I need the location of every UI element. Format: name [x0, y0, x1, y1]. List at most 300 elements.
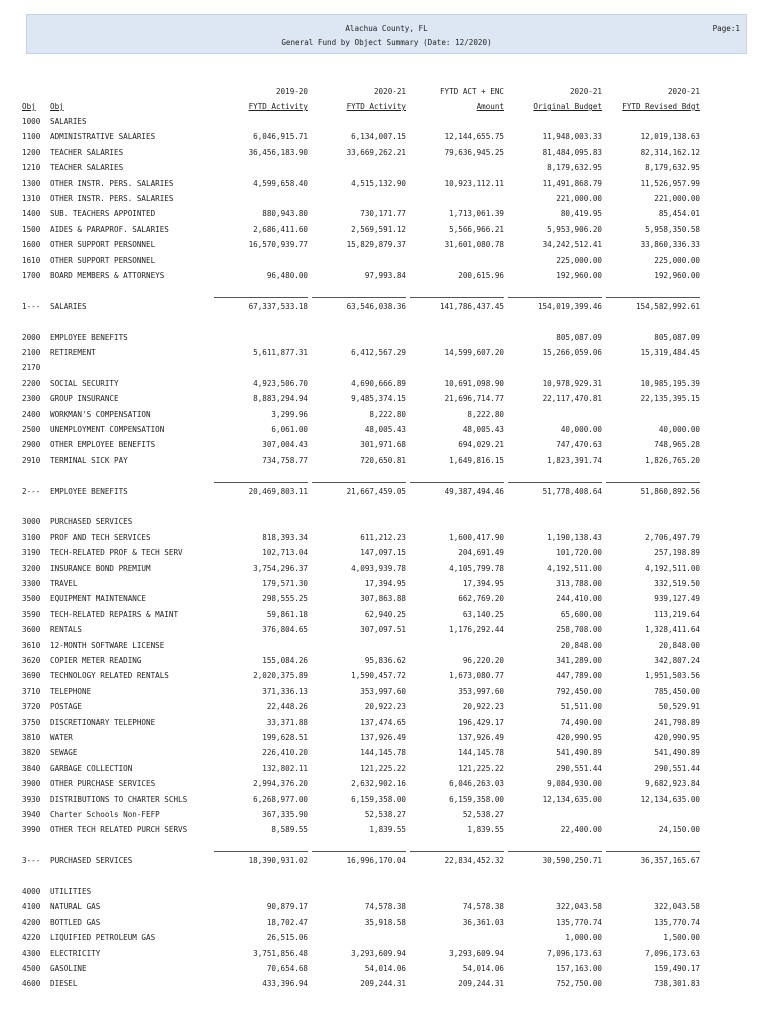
- report-header: [26, 14, 747, 54]
- report-subtitle: General Fund by Object Summary (Date: 12/2020): [281, 38, 492, 47]
- object-description: TERMINAL SICK PAY: [50, 455, 128, 465]
- amount-cell: 74,578.38: [364, 902, 406, 912]
- table-row: [0, 379, 770, 391]
- amount-cell: 21,667,459.05: [346, 486, 406, 496]
- table-row: [0, 748, 770, 760]
- amount-cell: 7,096,173.63: [547, 948, 602, 958]
- amount-cell: 199,628.51: [262, 733, 308, 742]
- object-description: OTHER INSTR. PERS. SALARIES: [50, 178, 174, 188]
- amount-cell: 342,807.24: [654, 656, 700, 665]
- table-row: [0, 594, 770, 606]
- amount-cell: 8,883,294.94: [253, 394, 308, 404]
- amount-cell: 63,546,038.36: [346, 301, 406, 311]
- amount-cell: 192,960.00: [556, 271, 602, 280]
- report-title: Alachua County, FL: [345, 24, 428, 33]
- amount-cell: 2,569,591.12: [351, 224, 406, 234]
- table-row: [0, 394, 770, 406]
- amount-cell: 322,043.58: [654, 902, 700, 912]
- object-code: 3900: [22, 779, 41, 789]
- amount-cell: 322,043.58: [556, 902, 602, 912]
- object-description: OTHER INSTR. PERS. SALARIES: [50, 194, 174, 203]
- amount-cell: 33,860,336.33: [640, 240, 700, 250]
- amount-cell: 6,046,263.03: [449, 779, 504, 789]
- amount-cell: 144,145.78: [458, 748, 504, 758]
- amount-cell: 8,179,632.95: [645, 163, 700, 173]
- object-code: 2900: [22, 440, 41, 450]
- amount-cell: 33,371.88: [266, 717, 308, 727]
- amount-cell: 6,159,358.00: [449, 794, 504, 804]
- amount-cell: 6,061.00: [271, 425, 308, 434]
- amount-cell: 3,293,609.94: [449, 948, 504, 958]
- amount-cell: 5,953,906.20: [547, 224, 602, 234]
- table-row: [0, 132, 770, 144]
- table-row: [0, 918, 770, 930]
- column-header-obj-code: Obj: [22, 102, 36, 111]
- object-code: 1500: [22, 224, 41, 234]
- amount-cell: 5,566,966.21: [449, 224, 504, 234]
- amount-cell: 4,599,658.40: [253, 178, 308, 188]
- object-description: EMPLOYEE BENEFITS: [50, 332, 128, 342]
- table-row: [0, 225, 770, 237]
- object-code: 3810: [22, 733, 41, 742]
- table-row: [0, 240, 770, 252]
- amount-cell: 54,014.06: [462, 964, 504, 973]
- table-row: [0, 949, 770, 961]
- amount-cell: 353,997.60: [458, 686, 504, 696]
- amount-cell: 22,135,395.15: [640, 394, 700, 404]
- object-code: 3---: [22, 856, 41, 866]
- amount-cell: 2,632,902.16: [351, 779, 406, 789]
- amount-cell: 1,590,457.72: [351, 671, 406, 681]
- column-header: 2020-21: [373, 87, 406, 96]
- amount-cell: 805,087.09: [654, 332, 700, 342]
- table-row: [0, 625, 770, 637]
- object-code: 1210: [22, 163, 41, 173]
- amount-cell: 10,923,112.11: [444, 178, 504, 188]
- column-header: FYTD Activity: [346, 102, 406, 111]
- object-description: DIESEL: [50, 979, 78, 989]
- column-header: 2019-20: [275, 87, 308, 96]
- amount-cell: 6,159,358.00: [351, 794, 406, 804]
- amount-cell: 12,019,138.63: [640, 132, 700, 142]
- column-header-obj-desc: Obj: [50, 102, 64, 111]
- amount-cell: 154,019,399.46: [537, 301, 602, 311]
- amount-cell: 24,150.00: [658, 825, 700, 835]
- object-code: 3300: [22, 579, 41, 588]
- object-description: OTHER EMPLOYEE BENEFITS: [50, 440, 156, 450]
- amount-cell: 70,654.68: [266, 964, 308, 973]
- table-row: [0, 517, 770, 529]
- object-code: 4200: [22, 917, 41, 927]
- amount-cell: 880,943.80: [262, 209, 308, 219]
- amount-cell: 95,836.62: [364, 656, 406, 665]
- amount-cell: 74,578.38: [462, 902, 504, 912]
- amount-cell: 11,526,957.99: [640, 178, 700, 188]
- object-code: 1100: [22, 132, 41, 142]
- amount-cell: 132,802.11: [262, 763, 308, 773]
- amount-cell: 10,978,929.31: [542, 378, 602, 388]
- table-row: [0, 718, 770, 730]
- amount-cell: 154,582,992.61: [635, 301, 700, 311]
- object-description: AIDES & PARAPROF. SALARIES: [50, 224, 169, 234]
- amount-cell: 353,997.60: [360, 686, 406, 696]
- subtotal-rule: [214, 482, 308, 483]
- amount-cell: 1,826,765.20: [645, 455, 700, 465]
- amount-cell: 298,555.25: [262, 594, 308, 604]
- amount-cell: 6,046,915.71: [253, 132, 308, 142]
- table-row: [0, 256, 770, 268]
- amount-cell: 80,419.95: [560, 209, 602, 219]
- table-row: [0, 533, 770, 545]
- subtotal-rule: [214, 851, 308, 852]
- amount-cell: 1,951,503.56: [645, 671, 700, 681]
- amount-cell: 15,829,879.37: [346, 240, 406, 250]
- amount-cell: 121,225.22: [360, 763, 406, 773]
- table-row: [0, 964, 770, 976]
- object-description: PURCHASED SERVICES: [50, 517, 133, 527]
- object-code: 3590: [22, 609, 41, 619]
- amount-cell: 54,014.06: [364, 964, 406, 973]
- amount-cell: 257,198.89: [654, 548, 700, 558]
- object-description: PURCHASED SERVICES: [50, 856, 133, 866]
- amount-cell: 447,789.00: [556, 671, 602, 681]
- amount-cell: 209,244.31: [360, 979, 406, 989]
- object-code: 3940: [22, 810, 41, 819]
- column-header: FYTD Activity: [248, 102, 308, 111]
- column-header: 2020-21: [667, 87, 700, 96]
- object-code: 4100: [22, 902, 41, 912]
- amount-cell: 96,480.00: [266, 271, 308, 280]
- object-code: 1200: [22, 147, 41, 157]
- object-code: 2910: [22, 455, 41, 465]
- amount-cell: 1,328,411.64: [645, 625, 700, 635]
- object-description: RETIREMENT: [50, 348, 96, 357]
- amount-cell: 8,589.55: [271, 825, 308, 835]
- amount-cell: 36,361.03: [462, 917, 504, 927]
- object-description: DISCRETIONARY TELEPHONE: [50, 717, 156, 727]
- subtotal-rule: [508, 297, 602, 298]
- object-code: 2200: [22, 378, 41, 388]
- amount-cell: 196,429.17: [458, 717, 504, 727]
- amount-cell: 30,590,250.71: [542, 856, 602, 866]
- amount-cell: 81,484,095.83: [542, 147, 602, 157]
- object-code: 4000: [22, 887, 41, 896]
- object-description: TRAVEL: [50, 579, 78, 588]
- amount-cell: 225,000.00: [556, 255, 602, 265]
- amount-cell: 62,940.25: [364, 609, 406, 619]
- column-header: 2020-21: [569, 87, 602, 96]
- object-description: UTILITIES: [50, 887, 92, 896]
- object-code: 3840: [22, 763, 41, 773]
- amount-cell: 50,529.91: [658, 702, 700, 712]
- amount-cell: 14,599,607.20: [444, 348, 504, 357]
- object-code: 3620: [22, 656, 41, 665]
- amount-cell: 367,335.90: [262, 810, 308, 819]
- amount-cell: 8,222.80: [369, 409, 406, 419]
- amount-cell: 818,393.34: [262, 532, 308, 542]
- object-description: 12-MONTH SOFTWARE LICENSE: [50, 640, 165, 650]
- amount-cell: 102,713.04: [262, 548, 308, 558]
- amount-cell: 1,839.55: [369, 825, 406, 835]
- object-description: OTHER SUPPORT PERSONNEL: [50, 240, 156, 250]
- amount-cell: 244,410.00: [556, 594, 602, 604]
- object-description: RENTALS: [50, 625, 83, 635]
- table-row: [0, 271, 770, 283]
- object-description: BOTTLED GAS: [50, 917, 101, 927]
- column-header: FYTD ACT + ENC: [439, 87, 504, 96]
- amount-cell: 1,190,138.43: [547, 532, 602, 542]
- subtotal-rule: [410, 851, 504, 852]
- amount-cell: 939,127.49: [654, 594, 700, 604]
- amount-cell: 49,387,494.46: [444, 486, 504, 496]
- object-code: 3990: [22, 825, 41, 835]
- amount-cell: 307,004.43: [262, 440, 308, 450]
- object-description: SALARIES: [50, 117, 87, 126]
- amount-cell: 720,650.81: [360, 455, 406, 465]
- amount-cell: 6,412,567.29: [351, 348, 406, 357]
- object-code: 3690: [22, 671, 41, 681]
- object-code: 1400: [22, 209, 41, 219]
- table-row: [0, 363, 770, 375]
- object-code: 3750: [22, 717, 41, 727]
- amount-cell: 192,960.00: [654, 271, 700, 280]
- amount-cell: 59,861.18: [266, 609, 308, 619]
- amount-cell: 1,649,816.15: [449, 455, 504, 465]
- amount-cell: 48,005.43: [462, 425, 504, 434]
- column-header: FYTD Revised Bdgt: [622, 102, 700, 111]
- amount-cell: 52,538.27: [364, 810, 406, 819]
- amount-cell: 1,839.55: [467, 825, 504, 835]
- amount-cell: 221,000.00: [654, 194, 700, 203]
- amount-cell: 15,266,059.06: [542, 348, 602, 357]
- amount-cell: 805,087.09: [556, 332, 602, 342]
- amount-cell: 16,996,170.04: [346, 856, 406, 866]
- table-row: [0, 564, 770, 576]
- amount-cell: 2,686,411.60: [253, 224, 308, 234]
- amount-cell: 1,673,080.77: [449, 671, 504, 681]
- object-description: Charter Schools Non-FEFP: [50, 810, 160, 819]
- amount-cell: 6,134,007.15: [351, 132, 406, 142]
- object-code: 3610: [22, 640, 41, 650]
- subtotal-rule: [312, 482, 406, 483]
- amount-cell: 226,410.20: [262, 748, 308, 758]
- amount-cell: 734,758.77: [262, 455, 308, 465]
- amount-cell: 147,097.15: [360, 548, 406, 558]
- amount-cell: 221,000.00: [556, 194, 602, 203]
- object-code: 4220: [22, 933, 41, 943]
- amount-cell: 36,456,183.90: [248, 147, 308, 157]
- amount-cell: 40,000.00: [658, 425, 700, 434]
- object-description: EQUIPMENT MAINTENANCE: [50, 594, 147, 604]
- table-row: [0, 733, 770, 745]
- amount-cell: 241,798.89: [654, 717, 700, 727]
- amount-cell: 36,357,165.67: [640, 856, 700, 866]
- amount-cell: 301,971.68: [360, 440, 406, 450]
- object-code: 1---: [22, 301, 41, 311]
- amount-cell: 82,314,162.12: [640, 147, 700, 157]
- object-description: ELECTRICITY: [50, 948, 101, 958]
- object-description: SUB. TEACHERS APPOINTED: [50, 209, 156, 219]
- table-row: [0, 579, 770, 591]
- amount-cell: 8,222.80: [467, 409, 504, 419]
- amount-cell: 6,268,977.00: [253, 794, 308, 804]
- amount-cell: 26,515.06: [266, 933, 308, 943]
- object-description: GROUP INSURANCE: [50, 394, 119, 404]
- object-description: TECH-RELATED PROF & TECH SERV: [50, 548, 183, 558]
- column-header-top: [0, 87, 770, 99]
- object-description: NATURAL GAS: [50, 902, 101, 912]
- object-code: 2300: [22, 394, 41, 404]
- amount-cell: 85,454.01: [658, 209, 700, 219]
- object-code: 2170: [22, 363, 41, 373]
- table-row: [0, 179, 770, 191]
- object-code: 1610: [22, 255, 41, 265]
- object-description: OTHER TECH RELATED PURCH SERVS: [50, 825, 188, 835]
- subtotal-rule: [410, 297, 504, 298]
- amount-cell: 144,145.78: [360, 748, 406, 758]
- amount-cell: 113,219.64: [654, 609, 700, 619]
- table-row: [0, 548, 770, 560]
- amount-cell: 15,319,484.45: [640, 348, 700, 357]
- table-row: [0, 209, 770, 221]
- object-code: 2000: [22, 332, 41, 342]
- amount-cell: 313,788.00: [556, 579, 602, 588]
- object-description: GASOLINE: [50, 964, 87, 973]
- amount-cell: 137,474.65: [360, 717, 406, 727]
- subtotal-row: [0, 302, 770, 314]
- object-code: 3710: [22, 686, 41, 696]
- table-row: [0, 194, 770, 206]
- subtotal-rule: [214, 297, 308, 298]
- amount-cell: 97,993.84: [364, 271, 406, 280]
- object-description: TELEPHONE: [50, 686, 92, 696]
- amount-cell: 8,179,632.95: [547, 163, 602, 173]
- amount-cell: 135,770.74: [556, 917, 602, 927]
- amount-cell: 9,485,374.15: [351, 394, 406, 404]
- table-row: [0, 979, 770, 991]
- amount-cell: 11,948,003.33: [542, 132, 602, 142]
- amount-cell: 2,020,375.89: [253, 671, 308, 681]
- table-row: [0, 425, 770, 437]
- amount-cell: 17,394.95: [364, 579, 406, 588]
- amount-cell: 204,691.49: [458, 548, 504, 558]
- amount-cell: 17,394.95: [462, 579, 504, 588]
- object-description: UNEMPLOYMENT COMPENSATION: [50, 425, 165, 434]
- amount-cell: 51,778,408.64: [542, 486, 602, 496]
- object-description: OTHER PURCHASE SERVICES: [50, 779, 156, 789]
- table-row: [0, 440, 770, 452]
- table-row: [0, 764, 770, 776]
- table-row: [0, 656, 770, 668]
- amount-cell: 74,490.00: [560, 717, 602, 727]
- amount-cell: 12,134,635.00: [542, 794, 602, 804]
- amount-cell: 22,400.00: [560, 825, 602, 835]
- subtotal-rule: [606, 482, 700, 483]
- table-row: [0, 902, 770, 914]
- object-description: WATER: [50, 733, 73, 742]
- amount-cell: 20,848.00: [658, 640, 700, 650]
- table-row: [0, 933, 770, 945]
- object-code: 1700: [22, 271, 41, 280]
- object-code: 4300: [22, 948, 41, 958]
- subtotal-rule: [410, 482, 504, 483]
- object-description: PROF AND TECH SERVICES: [50, 532, 151, 542]
- amount-cell: 4,690,666.89: [351, 378, 406, 388]
- amount-cell: 33,669,262.21: [346, 147, 406, 157]
- object-code: 2---: [22, 486, 41, 496]
- amount-cell: 20,469,803.11: [248, 486, 308, 496]
- amount-cell: 20,848.00: [560, 640, 602, 650]
- amount-cell: 1,713,061.39: [449, 209, 504, 219]
- amount-cell: 10,985,195.39: [640, 378, 700, 388]
- subtotal-rule: [312, 851, 406, 852]
- object-code: 2400: [22, 409, 41, 419]
- amount-cell: 22,117,470.81: [542, 394, 602, 404]
- table-row: [0, 610, 770, 622]
- amount-cell: 290,551.44: [556, 763, 602, 773]
- object-code: 2500: [22, 425, 41, 434]
- table-row: [0, 795, 770, 807]
- table-row: [0, 410, 770, 422]
- amount-cell: 307,863.88: [360, 594, 406, 604]
- amount-cell: 137,926.49: [458, 733, 504, 742]
- object-description: ADMINISTRATIVE SALARIES: [50, 132, 156, 142]
- amount-cell: 22,448.26: [266, 702, 308, 712]
- amount-cell: 16,570,939.77: [248, 240, 308, 250]
- subtotal-rule: [508, 482, 602, 483]
- object-description: WORKMAN'S COMPENSATION: [50, 409, 151, 419]
- amount-cell: 5,958,350.58: [645, 224, 700, 234]
- amount-cell: 258,708.00: [556, 625, 602, 635]
- amount-cell: 748,965.28: [654, 440, 700, 450]
- amount-cell: 420,990.95: [556, 733, 602, 742]
- table-row: [0, 117, 770, 129]
- object-code: 1000: [22, 117, 41, 126]
- object-description: TEACHER SALARIES: [50, 163, 124, 173]
- amount-cell: 34,242,512.41: [542, 240, 602, 250]
- amount-cell: 341,289.00: [556, 656, 602, 665]
- amount-cell: 200,615.96: [458, 271, 504, 280]
- object-code: 1600: [22, 240, 41, 250]
- table-row: [0, 779, 770, 791]
- table-row: [0, 148, 770, 160]
- amount-cell: 371,336.13: [262, 686, 308, 696]
- amount-cell: 1,500.00: [663, 933, 700, 943]
- amount-cell: 155,084.26: [262, 656, 308, 665]
- subtotal-rule: [312, 297, 406, 298]
- amount-cell: 52,538.27: [462, 810, 504, 819]
- amount-cell: 12,134,635.00: [640, 794, 700, 804]
- amount-cell: 48,005.43: [364, 425, 406, 434]
- object-description: COPIER METER READING: [50, 656, 142, 665]
- object-description: OTHER SUPPORT PERSONNEL: [50, 255, 156, 265]
- table-row: [0, 671, 770, 683]
- amount-cell: 4,192,511.00: [645, 563, 700, 573]
- amount-cell: 1,600,417.90: [449, 532, 504, 542]
- amount-cell: 141,786,437.45: [439, 301, 504, 311]
- amount-cell: 31,601,080.78: [444, 240, 504, 250]
- amount-cell: 9,084,930.00: [547, 779, 602, 789]
- table-row: [0, 825, 770, 837]
- object-code: 1300: [22, 178, 41, 188]
- amount-cell: 51,511.00: [560, 702, 602, 712]
- object-description: SALARIES: [50, 301, 87, 311]
- amount-cell: 209,244.31: [458, 979, 504, 989]
- object-description: SEWAGE: [50, 748, 78, 758]
- page-number: Page:1: [712, 24, 740, 33]
- object-description: POSTAGE: [50, 702, 83, 712]
- object-code: 4500: [22, 964, 41, 973]
